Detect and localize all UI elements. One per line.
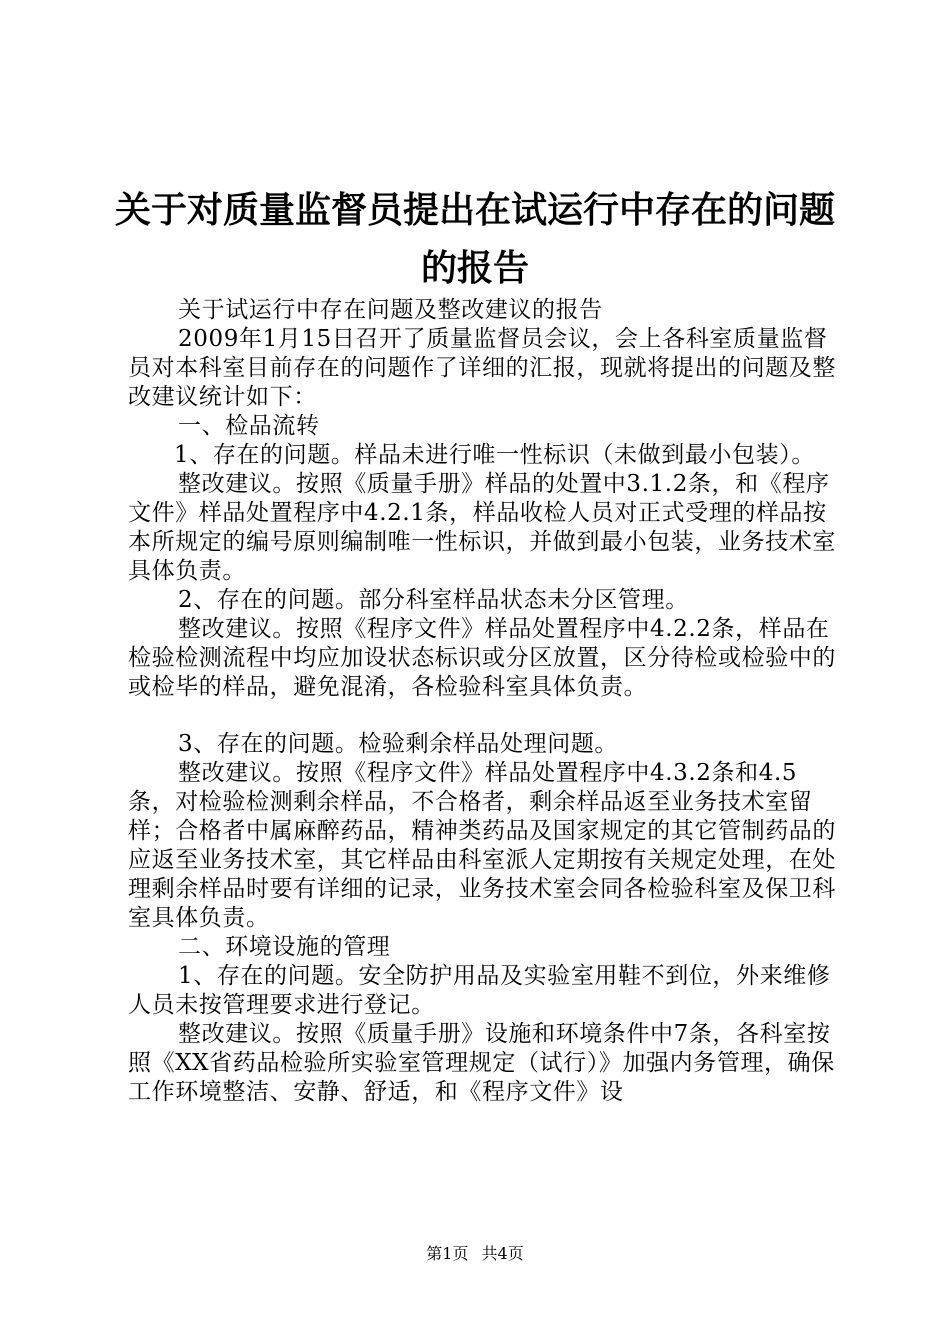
intro-paragraph: 2009年1月15日召开了质量监督员会议，会上各科室质量监督员对本科室目前存在的问题作了详细的汇报，现就将提出的问题及整改建议统计如下： xyxy=(128,326,836,410)
page-total: 共4页 xyxy=(481,1244,524,1263)
suggestion-paragraph: 整改建议。按照《程序文件》样品处置程序中4.2.2条，样品在检验检测流程中均应加设状态标识或分区放置，区分待检或检验中的或检毕的样品，避免混淆，各检验科室具体负责。 xyxy=(128,616,836,700)
page-footer xyxy=(0,1243,950,1265)
page-number: 第1页 xyxy=(426,1244,469,1263)
issue-paragraph: 2、存在的问题。部分科室样品状态未分区管理。 xyxy=(178,587,689,613)
issue-paragraph: 3、存在的问题。检验剩余样品处理问题。 xyxy=(178,731,619,757)
suggestion-paragraph: 整改建议。按照《程序文件》样品处置程序中4.3.2条和4.5条，对检验检测剩余样品，不合格者，剩余样品返至业务技术室留样；合格者中属麻醉药品，精神类药品及国家规定的其它管制药品的应返至业务技术室，其它样品由科室派人定期按有关规定处理，在处理剩余样品时要有详细的记录，业务技术室会同各检验科室及保卫科室具体负责。 xyxy=(128,760,836,931)
section-heading-1: 一、检品流转 xyxy=(178,413,320,439)
issue-paragraph: 1、存在的问题。安全防护用品及实验室用鞋不到位，外来维修人员未按管理要求进行登记。 xyxy=(128,963,831,1018)
section-heading-2: 二、环境设施的管理 xyxy=(178,934,391,960)
suggestion-paragraph: 整改建议。按照《质量手册》设施和环境条件中7条，各科室按照《XX省药品检验所实验室管理规定（试行）》加强内务管理，确保工作环境整洁、安静、舒适，和《程序文件》设 xyxy=(128,1021,835,1105)
issue-paragraph: 1、存在的问题。样品未进行唯一性标识（未做到最小包装）。 xyxy=(174,442,815,468)
suggestion-paragraph: 整改建议。按照《质量手册》样品的处置中3.1.2条，和《程序文件》样品处置程序中4.2.1条，样品收检人员对正式受理的样品按本所规定的编号原则编制唯一性标识，并做到最小包装，业务技术室具体负责。 xyxy=(128,471,836,584)
paragraph-gap xyxy=(128,702,838,730)
subtitle-paragraph: 关于试运行中存在问题及整改建议的报告 xyxy=(178,297,603,323)
document-title-line1: 关于对质量监督员提出在试运行中存在的问题 xyxy=(114,189,835,231)
document-title-line2: 的报告 xyxy=(420,247,529,289)
document-body xyxy=(128,296,838,1107)
